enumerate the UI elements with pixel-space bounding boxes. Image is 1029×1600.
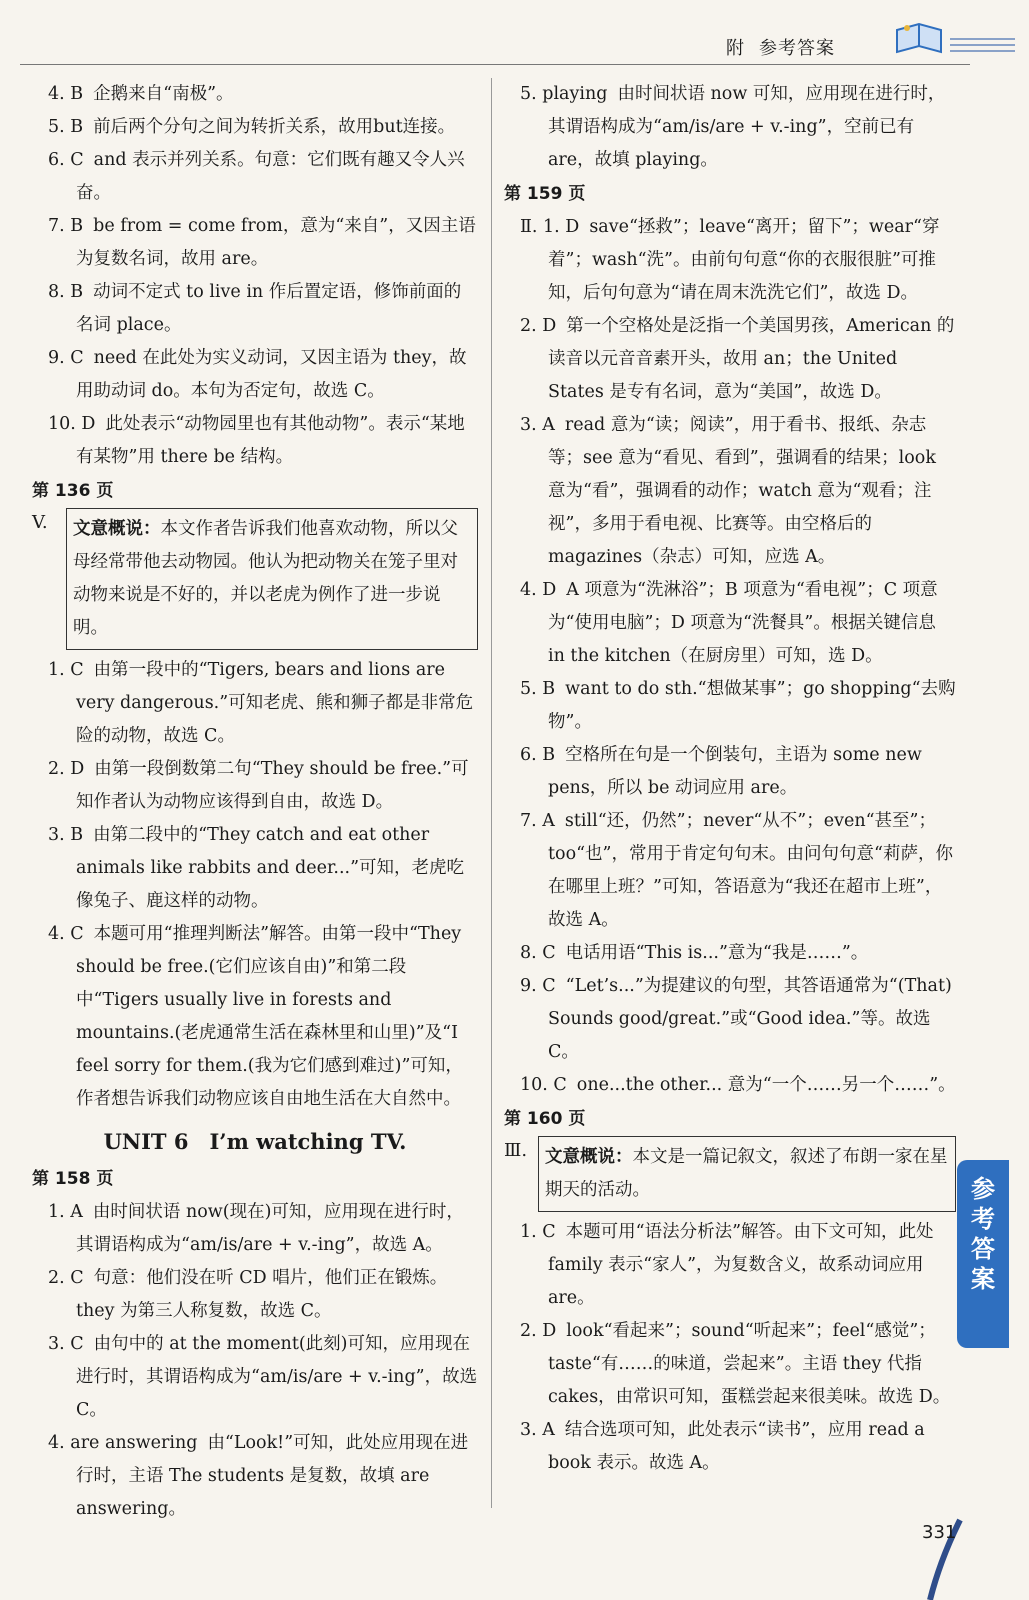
answer-explanation: one...the other... 意为“一个……另一个……”。 (576, 1075, 956, 1095)
answer-item (504, 970, 956, 1069)
answer-number: 9. C (520, 976, 556, 996)
answer-number: 8. C (520, 943, 556, 963)
answer-explanation: still“还，仍然”；never“从不”；even“甚至”；too“也”，常用于肯定句句末。由问句句意“莉萨，你在哪里上班？”可知，答语意为“我还在超市上班”，故选 A。 (548, 811, 953, 930)
answer-explanation: 由时间状语 now 可知，应用现在进行时，其谓语构成为“am/is/are + v.-ing”，空前已有 are，故填 playing。 (548, 84, 946, 170)
answer-number: 1. C (48, 660, 84, 680)
answer-item (32, 111, 478, 144)
answers-block-a (504, 78, 956, 177)
answer-item (32, 210, 478, 276)
answer-explanation: 此处表示“动物园里也有其他动物”。表示“某地有某物”用 there be 结构。 (76, 414, 465, 467)
answer-number: 2. D (520, 316, 557, 336)
header-decoration (950, 38, 1015, 56)
page-heading-136: 第 136 页 (32, 481, 114, 501)
answer-number: 1. A (48, 1202, 83, 1222)
answer-explanation: be from = come from，意为“来自”，又因主语为复数名词，故用 are。 (76, 216, 476, 269)
section-v (32, 508, 478, 650)
section-number: Ⅲ. (504, 1140, 528, 1161)
answer-explanation: A 项意为“洗淋浴”；B 项意为“看电视”；C 项意为“使用电脑”；D 项意为“洗餐具”。根据关键信息 in the kitchen（在厨房里）可知，选 D。 (548, 580, 938, 666)
summary-label: 文意概说： (545, 1147, 633, 1167)
section-number: V. (32, 512, 48, 533)
summary-text: 本文是一篇记叙文，叙述了布朗一家在星期天的活动。 (545, 1147, 948, 1200)
unit-title: UNIT 6 I’m watching TV. (103, 1129, 407, 1154)
answer-explanation: 由第一段倒数第二句“They should be free.”可知作者认为动物应该得到自由，故选 D。 (76, 759, 469, 812)
answer-number: 3. A (520, 1420, 555, 1440)
answers-block-b (32, 654, 478, 1116)
answer-number: 8. B (48, 282, 84, 302)
answer-number: 6. B (520, 745, 556, 765)
answer-item (32, 1328, 478, 1427)
page-heading-159: 第 159 页 (504, 184, 586, 204)
answer-number: 9. C (48, 348, 84, 368)
answer-number: 4. B (48, 84, 84, 104)
answer-explanation: 空格所在句是一个倒装句，主语为 some new pens，所以 be 动词应用 are。 (548, 745, 922, 798)
right-column (504, 78, 956, 1480)
answer-explanation: 前后两个分句之间为转折关系，故用but连接。 (93, 117, 456, 137)
answer-explanation: 企鹅来自“南极”。 (93, 84, 234, 104)
answers-block-c (504, 1216, 956, 1480)
section-iii (504, 1136, 956, 1212)
answer-explanation: 由第二段中的“They catch and eat other animals like rabbits and deer...”可知，老虎吃像兔子、鹿这样的动物。 (76, 825, 465, 911)
side-tab-answer-key (957, 1160, 1009, 1348)
answer-explanation: read 意为“读；阅读”，用于看书、报纸、杂志等；see 意为“看见、看到”，强调看的结果；look 意为“看”，强调看的动作；watch 意为“观看；注视”，多用于看电视、比赛等。由空格后的 magazines（杂志）可知，应选 A。 (548, 415, 936, 567)
answer-explanation: 本题可用“语法分析法”解答。由下文可知，此处 family 表示“家人”，为复数含义，故系动词应用 are。 (548, 1222, 934, 1308)
answer-item (32, 342, 478, 408)
answers-block-c (32, 1196, 478, 1526)
answer-item (504, 1216, 956, 1315)
answer-explanation: 本题可用“推理判断法”解答。由第一段中“They should be free.(它们应该自由)”和第二段中“Tigers usually live in forests and mountains.(老虎通常生活在森林里和山里)”及“I feel sorry for them.(我为它们感到难过)”可知，作者想告诉我们动物应该自由地生活在大自然中。 (76, 924, 463, 1109)
answer-number: 3. C (48, 1334, 84, 1354)
answer-item (504, 1315, 956, 1414)
answers-block-b (504, 211, 956, 1102)
answer-key-title: 参考答案 (759, 38, 835, 59)
answer-explanation: 由句中的 at the moment(此刻)可知，应用现在进行时，其谓语构成为“am/is/are + v.-ing”，故选 C。 (76, 1334, 478, 1420)
answer-number: 7. A (520, 811, 555, 831)
answer-explanation: 由第一段中的“Tigers, bears and lions are very dangerous.”可知老虎、熊和狮子都是非常危险的动物，故选 C。 (76, 660, 474, 746)
answer-item (32, 1427, 478, 1526)
answer-item (504, 211, 956, 310)
answer-item (504, 409, 956, 574)
answer-item (504, 805, 956, 937)
answer-number: 1. C (520, 1222, 556, 1242)
answer-explanation: 第一个空格处是泛指一个美国男孩，American 的读音以元音音素开头，故用 an；the United States 是专有名词，意为“美国”，故选 D。 (548, 316, 955, 402)
page-heading-160: 第 160 页 (504, 1109, 586, 1129)
answer-number: 3. B (48, 825, 84, 845)
answer-item (32, 1262, 478, 1328)
answer-explanation: 句意：他们没在听 CD 唱片，他们正在锻炼。they 为第三人称复数，故选 C。 (76, 1268, 448, 1321)
answer-item (32, 78, 478, 111)
answers-block-a (32, 78, 478, 474)
summary-text: 本文作者告诉我们他喜欢动物，所以父母经常带他去动物园。他认为把动物关在笼子里对动物来说是不好的，并以老虎为例作了进一步说明。 (73, 519, 458, 638)
answer-number: 2. C (48, 1268, 84, 1288)
answer-explanation: and 表示并列关系。句意：它们既有趣又令人兴奋。 (76, 150, 465, 203)
answer-number: 4. are answering (48, 1433, 198, 1453)
answer-explanation: look“看起来”；sound“听起来”；feel“感觉”；taste“有……的味道，尝起来”。主语 they 代指 cakes，由常识可知，蛋糕尝起来很美味。故选 D。 (548, 1321, 951, 1407)
answer-number: 5. B (520, 679, 556, 699)
answer-item (32, 753, 478, 819)
corner-decoration (900, 1500, 1029, 1600)
answer-item (32, 1196, 478, 1262)
answer-number: Ⅱ. 1. D (520, 217, 580, 237)
answer-item (32, 408, 478, 474)
answer-explanation: 电话用语“This is...”意为“我是……”。 (565, 943, 869, 963)
answer-item (504, 739, 956, 805)
answer-item (504, 310, 956, 409)
summary-box (66, 508, 478, 650)
answer-explanation: 由时间状语 now(现在)可知，应用现在进行时，其谓语构成为“am/is/are + v.-ing”，故选 A。 (76, 1202, 464, 1255)
answer-explanation: save“拯救”；leave“离开；留下”；wear“穿着”；wash“洗”。由前句句意“你的衣服很脏”可推知，后句句意为“请在周末洗洗它们”，故选 D。 (548, 217, 940, 303)
answer-number: 5. playing (520, 84, 608, 104)
answer-item (504, 78, 956, 177)
answer-number: 5. B (48, 117, 84, 137)
answer-item (32, 276, 478, 342)
answer-explanation: “Let’s...”为提建议的句型，其答语通常为“(That) Sounds good/great.”或“Good idea.”等。故选 C。 (548, 976, 952, 1062)
side-tab-char: 案 (971, 1265, 995, 1293)
answer-item (32, 654, 478, 753)
answer-number: 3. A (520, 415, 555, 435)
answer-item (504, 574, 956, 673)
answer-explanation: 由“Look!”可知，此处应用现在进行时，主语 The students 是复数，故填 are answering。 (76, 1433, 469, 1519)
book-icon (893, 20, 945, 58)
answer-explanation: need 在此处为实义动词，又因主语为 they，故用助动词 do。本句为否定句，故选 C。 (76, 348, 467, 401)
left-column (32, 78, 478, 1526)
answer-explanation: 结合选项可知，此处表示“读书”，应用 read a book 表示。故选 A。 (548, 1420, 925, 1473)
answer-item (32, 819, 478, 918)
answer-number: 4. C (48, 924, 84, 944)
answer-item (32, 918, 478, 1116)
answer-item (504, 1414, 956, 1480)
answer-number: 10. C (520, 1075, 567, 1095)
page-header (0, 0, 1029, 66)
answer-explanation: 动词不定式 to live in 作后置定语，修饰前面的名词 place。 (76, 282, 462, 335)
answer-number: 2. D (48, 759, 85, 779)
side-tab-char: 参 (971, 1175, 995, 1203)
answer-number: 10. D (48, 414, 96, 434)
answer-item (504, 937, 956, 970)
summary-box (538, 1136, 956, 1212)
answer-item (504, 673, 956, 739)
answer-number: 4. D (520, 580, 557, 600)
answer-number: 6. C (48, 150, 84, 170)
answer-item (32, 144, 478, 210)
side-tab-char: 答 (971, 1235, 995, 1263)
page-heading-158: 第 158 页 (32, 1169, 114, 1189)
answer-number: 2. D (520, 1321, 557, 1341)
answer-number: 7. B (48, 216, 84, 236)
appendix-label: 附 (726, 38, 745, 59)
header-title (726, 34, 849, 60)
summary-label: 文意概说： (73, 519, 161, 539)
header-rule (20, 64, 970, 65)
column-divider (491, 78, 492, 1508)
answer-item (504, 1069, 956, 1102)
side-tab-char: 考 (971, 1205, 995, 1233)
page-number: 331 (922, 1522, 957, 1543)
answer-explanation: want to do sth.“想做某事”；go shopping“去购物”。 (548, 679, 956, 732)
